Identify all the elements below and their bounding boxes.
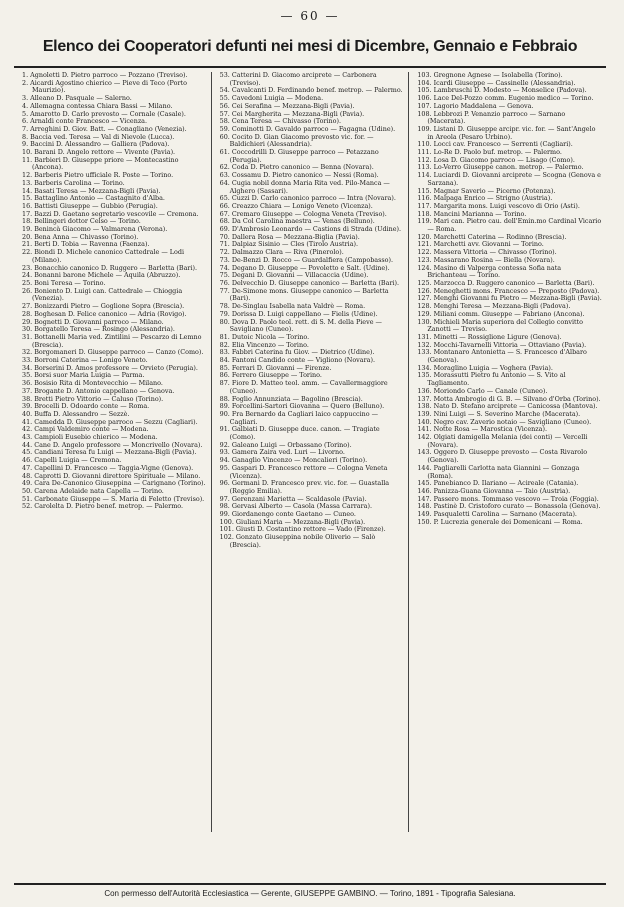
list-item: 103. Gregnone Agnese — Isolabella (Torino). xyxy=(417,72,563,79)
list-item: 7. Arreghini D. Giov. Batt. — Conagliano (Venezia). xyxy=(22,124,187,133)
list-item: 130. Michieli Maria superiora del Collegio convitto Zanotti — Treviso. xyxy=(417,317,583,334)
list-item: 4. Allemagna contessa Chiara Bassi — Milano. xyxy=(22,101,173,110)
list-item: 74. Degano D. Giuseppe — Povoletto e Salt. (Udine). xyxy=(219,263,390,272)
list-item: 66. Creazzo Chiara — Lonigo Veneto (Vicenza). xyxy=(219,201,373,210)
list-item: 12. Barberis Pietro ufficiale R. Poste — Torino. xyxy=(22,171,174,180)
list-item: 15. Battaglino Antonio — Castagnito d'Alba. xyxy=(22,194,165,203)
column-3 xyxy=(408,72,606,832)
list-item: 22. Biondi D. Michele canonico Cattedrale — Lodi (Milano). xyxy=(22,248,184,264)
list-item: 142. Olgiati damigella Melania (dei conti) — Vercelli (Novara). xyxy=(417,433,588,449)
list-item: 59. Cominotti D. Gavaldo parroco — Fagagna (Udine). xyxy=(219,124,396,133)
list-item: 122. Massera Vittoria — Chivasso (Torino). xyxy=(417,248,557,257)
list-item: 57. Cei Margherita — Mezzana-Bigli (Pavia). xyxy=(219,109,365,118)
list-item: 34. Borserini D. Amos professore — Orvieto (Perugia). xyxy=(22,363,198,372)
list-item: 43. Campioli Eusebio chierico — Modena. xyxy=(22,433,158,442)
list-item: 81. Dutoic Nicola — Torino. xyxy=(219,332,310,341)
list-item: 124. Masino di Valperga contessa Sofia nata Brichanteau — Torino. xyxy=(417,263,562,280)
list-item: 147. Passero mons. Tommaso vescovo — Troia (Foggia). xyxy=(417,494,599,503)
list-item: 89. Forcellini-Sartori Giovanna — Quero (Belluno). xyxy=(219,402,385,411)
list-item: 19. Benincà Giacomo — Valmarena (Verona). xyxy=(22,225,168,234)
list-item: 113. Lo-Verro Giuseppe canon. metrop. — Palermo. xyxy=(417,163,584,172)
list-item: 77. De-Simone mons. Giuseppe canonico — Barletta (Bari). xyxy=(219,286,389,303)
list-item: 72. Dalmazzo Clara — Riva (Pinerolo). xyxy=(219,248,344,257)
list-item: 69. D'Ambrosio Leonardo — Castions di Strada (Udine). xyxy=(219,225,402,234)
list-item: 44. Cane D. Angelo professore — Moncrivello (Novara). xyxy=(22,440,203,449)
list-item: 11. Barbieri D. Giuseppe priore — Montecastino (Ancona). xyxy=(22,155,179,172)
column-1 xyxy=(14,72,211,832)
list-item: 67. Cremaro Giuseppe — Cologna Veneta (Treviso). xyxy=(219,209,387,218)
list-item: 143. Oggero D. Giuseppe prevosto — Costa Rivarolo (Genova). xyxy=(417,448,588,465)
page-number: — 60 — xyxy=(280,9,340,23)
list-item: 54. Cavalcanti D. Ferdinando benef. metrop. — Palermo. xyxy=(219,86,403,95)
list-item: 46. Capelli Luigia — Cremona. xyxy=(22,456,122,465)
list-item: 116. Malpaga Enrico — Strigno (Austria). xyxy=(417,194,553,203)
page-title: Elenco dei Cooperatori defunti nei mesi di Dicembre, Gennaio e Febbraio xyxy=(42,38,578,55)
list-item: 95. Gaspari D. Francesco rettore — Cologna Veneta (Vicenza). xyxy=(219,463,388,480)
imprint-footer: Con permesso dell'Autorità Ecclesiastica — Gerente, GIUSEPPE GAMBINO. — Torino, 1891 - Tipografia Salesiana. xyxy=(14,883,606,898)
list-item: 94. Ganaglio Vincenzo — Moncalieri (Torino). xyxy=(219,456,368,465)
entries-columns xyxy=(14,72,606,832)
list-item: 14. Basati Teresa — Mezzana-Bigli (Pavia). xyxy=(22,186,161,195)
list-item: 45. Candiani Teresa fu Luigi — Mezzana-Bigli (Pavia). xyxy=(22,448,197,457)
list-item: 51. Carbonate Giuseppe — S. Maria di Feletto (Treviso). xyxy=(22,494,205,503)
list-item: 91. Galbiati D. Giuseppe duce. canon. — Tragiate (Como). xyxy=(219,425,380,442)
list-item: 150. P. Lucrezia generale dei Domenicani — Roma. xyxy=(417,517,583,526)
list-item: 37. Brogante D. Antonio cappellano — Genova. xyxy=(22,386,175,395)
list-item: 105. Lambruschi D. Modesto — Monselice (Padova). xyxy=(417,86,587,95)
list-item: 129. Miliani comm. Giuseppe — Fabriano (Ancona). xyxy=(417,309,585,318)
list-item: 10. Barani D. Angelo rettore — Vivente (Pavia). xyxy=(22,148,176,157)
list-item: 21. Berti D. Tobia — Ravenna (Faenza). xyxy=(22,240,150,249)
list-item: 1. Agnoletti D. Pietro parroco — Pozzano (Treviso). xyxy=(22,72,188,79)
list-item: 26. Boniento D. Luigi can. Cattedrale — Chioggia (Venezia). xyxy=(22,286,183,303)
list-item: 99. Giordanengo conte Gaetano — Cuneo. xyxy=(219,510,356,519)
list-item: 92. Galeano Luigi — Orbassano (Torino). xyxy=(219,440,352,449)
list-item: 85. Ferrari D. Giovanni — Firenze. xyxy=(219,363,332,372)
list-item: 73. De-Benzi D. Rocco — Guardalfiera (Campobasso). xyxy=(219,255,394,264)
list-item: 64. Cugia nobil donna Maria Rita ved. Pilo-Manca — Alghero (Sassari). xyxy=(219,178,390,195)
list-item: 20. Bena Anna — Chivasso (Torino). xyxy=(22,232,139,241)
list-item: 80. Dova D. Paolo teol. rett. di S. M. della Pieve — Savigliano (Cuneo). xyxy=(219,317,382,334)
list-item: 139. Nini Luigi — S. Severino Marche (Macerata). xyxy=(417,409,581,418)
list-item: 29. Bognetti D. Giovanni parroco — Milano. xyxy=(22,317,164,326)
list-item: 121. Marchetti avv. Giovanni — Torino. xyxy=(417,240,544,249)
list-item: 28. Boghesan D. Felice canonico — Adria (Rovigo). xyxy=(22,309,187,318)
list-item: 3. Alleano D. Pasquale — Salerno. xyxy=(22,94,132,103)
list-item: 47. Capellini D. Francesco — Taggia-Vigne (Genova). xyxy=(22,463,194,472)
list-item: 144. Pagliarelli Carlotta nata Giannini — Gonzaga (Roma). xyxy=(417,463,580,480)
list-item: 149. Pasqualetti Carolina — Sarnano (Macerata). xyxy=(417,510,577,519)
title-divider xyxy=(14,66,606,68)
list-item: 98. Gervasi Alberto — Casola (Massa Carrara). xyxy=(219,502,373,511)
list-item: 131. Minetti — Rossiglione Ligure (Genova). xyxy=(417,332,562,341)
list-item: 112. Losa D. Giacomo parroco — Lisago (Como). xyxy=(417,155,575,164)
list-item: 110. Locci cav. Francesco — Serrenti (Cagliari). xyxy=(417,140,573,149)
list-item: 53. Catterini D. Giacomo arciprete — Carbonera (Treviso). xyxy=(219,72,377,87)
list-item: 6. Arnaldi conte Francesco — Vicenza. xyxy=(22,117,148,126)
list-item: 148. Pastinè D. Cristoforo curato — Bonassola (Genova). xyxy=(417,502,601,511)
list-item: 2. Aicardi Agostino chierico — Pieve di Teco (Porto Maurizio). xyxy=(22,78,187,95)
list-item: 138. Nato D. Stefano arciprete — Canicossa (Mantova). xyxy=(417,402,598,411)
list-item: 137. Motta Ambrogio di G. B. — Silvano d'Orba (Torino). xyxy=(417,394,601,403)
list-item: 104. Icardi Giuseppe — Cassinelle (Alessandria). xyxy=(417,78,576,87)
list-item: 114. Luciardi D. Giovanni arciprete — Scogna (Genova e Sarzana). xyxy=(417,171,601,187)
list-item: 38. Bretti Pietro Vittorio — Caluso (Torino). xyxy=(22,394,164,403)
list-item: 82. Elia Vincenzo — Torino. xyxy=(219,340,309,349)
list-item: 123. Massarano Rosina — Biella (Novara). xyxy=(417,255,555,264)
list-item: 5. Amarotto D. Carlo prevosto — Cornale (Casale). xyxy=(22,109,186,118)
list-item: 36. Bosisio Rita di Montevecchio — Milano. xyxy=(22,379,163,388)
list-item: 88. Foglio Annunziata — Bagolino (Brescia). xyxy=(219,394,363,403)
list-item: 106. Lace Del-Pozzo comm. Eugenio medico — Torino. xyxy=(417,94,594,103)
list-item: 58. Cena Teresa — Chivasso (Torino). xyxy=(219,117,342,126)
list-item: 111. Lo-Re D. Paolo buf. metrop. — Palermo. xyxy=(417,148,562,157)
list-item: 25. Boni Teresa — Torino. xyxy=(22,278,106,287)
list-item: 115. Magnar Saverio — Picerno (Potenza). xyxy=(417,186,556,195)
column-2 xyxy=(211,72,409,832)
list-item: 35. Borsi suor Maria Luigia — Parma. xyxy=(22,371,145,380)
list-item: 87. Fiore D. Matteo teol. amm. — Cavallermaggiore (Cuneo). xyxy=(219,379,388,395)
list-item: 48. Caprotti D. Giovanni direttore Spirituale — Milano. xyxy=(22,471,201,480)
list-item: 120. Marchetti Caterina — Rodinno (Brescia). xyxy=(417,232,567,241)
list-item: 102. Gonzato Giuseppina nobile Oliverio — Salò (Brescia). xyxy=(219,533,376,549)
list-item: 18. Bellingeri dottor Celso — Torino. xyxy=(22,217,141,226)
list-item: 133. Montanaro Antonietta — S. Francesco d'Albaro (Genova). xyxy=(417,348,587,365)
list-item: 101. Giusti D. Costantino rettore — Vado (Firenze). xyxy=(219,525,386,534)
list-item: 33. Borroni Caterina — Lonigo Veneto. xyxy=(22,356,148,365)
list-item: 79. Dorissa D. Luigi cappellano — Fielis (Udine). xyxy=(219,309,378,318)
list-item: 56. Cei Serafina — Mezzana-Bigli (Pavia). xyxy=(219,101,355,110)
list-item: 13. Barberis Carolina — Torino. xyxy=(22,178,125,187)
list-item: 134. Moraglino Luigia — Voghera (Pavia). xyxy=(417,363,553,372)
list-item: 132. Mocchi-Tavarnelli Vittoria — Ottaviano (Pavia). xyxy=(417,340,587,349)
list-item: 16. Battisti Giuseppe — Gubbio (Perugia). xyxy=(22,201,158,210)
list-item: 97. Gerenzani Marietta — Scaldasole (Pavia). xyxy=(219,494,367,503)
list-item: 75. Degani D. Giovanni — Villacaccia (Udine). xyxy=(219,271,369,280)
list-item: 71. Dalpiaz Sisinio — Cles (Tirolo Austria). xyxy=(219,240,359,249)
list-item: 108. Lebbrozi P. Venanzio parroco — Sarnano (Macerata). xyxy=(417,109,566,126)
list-item: 41. Camedda D. Giuseppe parroco — Sezzu (Cagliari). xyxy=(22,417,198,426)
list-item: 83. Fabbri Caterina fu Giov. — Dietrico (Udine). xyxy=(219,348,375,357)
list-item: 100. Giuliani Maria — Mezzana-Bigli (Pavia). xyxy=(219,517,366,526)
list-item: 27. Bonizzardi Pietro — Goglione Sopra (Brescia). xyxy=(22,302,185,311)
list-item: 39. Brocelli D. Odoardo conte — Roma. xyxy=(22,402,150,411)
list-item: 107. Lagorio Maddalena — Genova. xyxy=(417,101,534,110)
list-item: 140. Negro cav. Zaverio notaio — Savigliano (Cuneo). xyxy=(417,417,592,426)
list-item: 31. Bottanelli Maria ved. Zintilini — Pescarzo di Lemno (Brescia). xyxy=(22,332,202,349)
list-item: 70. Dallera Rosa — Mezzana-Biglia (Pavia). xyxy=(219,232,360,241)
list-item: 60. Cocito D. Gian Giacomo prevosto vic. for. — Baldichieri (Alessandria). xyxy=(219,132,374,149)
list-item: 24. Bonanni barone Michele — Aquila (Abruzzo). xyxy=(22,271,181,280)
list-item: 61. Coccodrilli D. Giuseppe parroco — Petazzano (Perugia). xyxy=(219,148,379,164)
list-item: 17. Bazzi D. Gaetano segretario vescovile — Cremona. xyxy=(22,209,199,218)
list-item: 23. Bonacchio canonico D. Ruggero — Barletta (Bari). xyxy=(22,263,198,272)
list-item: 135. Morassutti Pietro fu Antonio — S. Vito al Tagliamento. xyxy=(417,371,566,388)
list-item: 65. Cuzzi D. Carlo canonico parroco — Intra (Novara). xyxy=(219,194,396,203)
list-item: 30. Borgatello Teresa — Rosingo (Alessandria). xyxy=(22,325,175,334)
list-item: 119. Mari can. Pietro cau. dell'Emin.mo Cardinal Vicario — Roma. xyxy=(417,217,602,234)
list-item: 68. Da Col Carolina maestra — Venas (Belluno). xyxy=(219,217,375,226)
list-item: 42. Campi Valdemiro conte — Modena. xyxy=(22,425,149,434)
list-item: 141. Notte Rosa — Marostica (Vicenza). xyxy=(417,425,547,434)
list-item: 96. Germani D. Francesco prev. vic. for. — Guastalla (Reggio Emilia). xyxy=(219,479,390,495)
list-item: 8. Baccia ved. Teresa — Val di Nievole (Lucca). xyxy=(22,132,175,141)
list-item: 118. Mancini Marianna — Torino. xyxy=(417,209,527,218)
list-item: 86. Ferrero Giuseppe — Torino. xyxy=(219,371,322,380)
list-item: 49. Cara De-Canonico Giuseppina — Carignano (Torino). xyxy=(22,479,206,488)
list-item: 63. Cossamu D. Pietro canonico — Nessi (Roma). xyxy=(219,171,379,180)
list-item: 126. Meneghetti mons. Francesco — Preposto (Padova). xyxy=(417,286,600,295)
list-item: 52. Carolelta D. Pietro benef. metrop. — Palermo. xyxy=(22,502,184,511)
list-item: 84. Fantoni Candido conte — Vigliono (Novara). xyxy=(219,356,375,365)
list-item: 9. Baccini D. Alessandro — Galliera (Padova). xyxy=(22,140,170,149)
document-page xyxy=(14,8,606,900)
list-item: 76. Delvecchio D. Giuseppe canonico — Barletta (Bari). xyxy=(219,278,400,287)
list-item: 117. Margarita mons. Luigi vescovo di Orio (Asti). xyxy=(417,201,580,210)
list-item: 50. Carena Adelaide nata Capella — Torino. xyxy=(22,486,164,495)
list-item: 145. Panebianco D. Ilariano — Acireale (Catania). xyxy=(417,479,579,488)
list-item: 127. Menghi Giovanni fu Pietro — Mezzana-Bigli (Pavia). xyxy=(417,294,602,303)
list-item: 109. Listani D. Giuseppe arcipr. vic. for. — Sant'Angelo in Areola (Pesaro Urbino). xyxy=(417,124,596,141)
list-item: 128. Menghi Teresa — Mezzana-Bigli (Padova). xyxy=(417,302,571,311)
list-item: 146. Panizza-Guana Giovanna — Taio (Austria). xyxy=(417,486,571,495)
list-item: 90. Fra Bernardo da Cagliari laico cappuccino — Cagliari. xyxy=(219,409,379,426)
list-item: 55. Cavedoni Luigia — Modena. xyxy=(219,94,324,103)
list-item: 136. Moriondo Carlo — Canale (Cuneo). xyxy=(417,386,548,395)
list-item: 32. Borgomaneri D. Giuseppe parroco — Canzo (Como). xyxy=(22,348,204,357)
list-item: 62. Coda D. Pietro canonico — Benna (Novara). xyxy=(219,163,374,172)
list-item: 40. Buffa D. Alessandro — Sezzè. xyxy=(22,409,130,418)
list-item: 125. Marzocca D. Ruggero canonico — Barletta (Bari). xyxy=(417,278,595,287)
list-item: 78. De-Singlau Isabella nata Valdrè — Roma. xyxy=(219,302,366,311)
list-item: 93. Gamera Zaira ved. Luri — Livorno. xyxy=(219,448,345,457)
